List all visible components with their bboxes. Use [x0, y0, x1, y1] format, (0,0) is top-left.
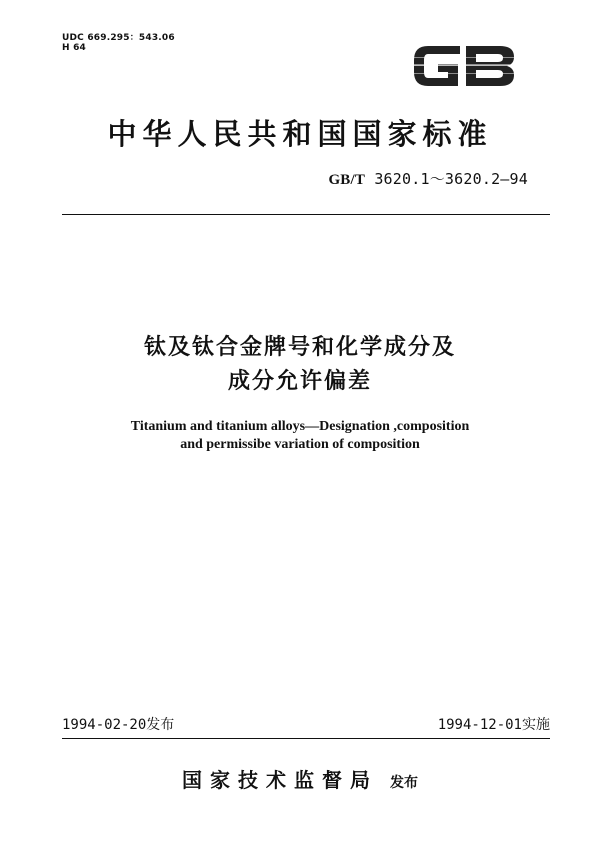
issuer-name: 国家技术监督局	[182, 768, 378, 792]
issuer	[0, 764, 600, 793]
standard-code: 3620.1～3620.2—94	[374, 170, 528, 188]
standard-prefix: GB/T	[328, 172, 366, 188]
effective-date	[438, 714, 550, 734]
issuer-suffix: 发布	[390, 775, 418, 791]
publish-date	[62, 714, 174, 734]
standard-number	[328, 168, 528, 189]
udc-code: UDC 669.295：543.06	[62, 33, 175, 43]
effective-date-label: 实施	[522, 717, 550, 733]
title-en-line-1: Titanium and titanium alloys—Designation ,composition	[130, 419, 470, 434]
effective-date-value: 1994-12-01	[437, 717, 522, 733]
publish-date-value: 1994-02-20	[62, 717, 147, 733]
classification-codes	[62, 33, 175, 53]
footer-divider	[62, 738, 550, 739]
header-divider	[62, 214, 550, 215]
title-cn-line-1: 钛及钛合金牌号和化学成分及	[143, 335, 456, 360]
h-code: H 64	[62, 43, 86, 53]
publish-date-label: 发布	[146, 717, 175, 733]
org-title: 中华人民共和国国家标准	[107, 117, 493, 151]
title-en-line-2: and permissibe variation of composition	[180, 437, 420, 452]
title-cn-line-2: 成分允许偏差	[227, 369, 372, 394]
gb-logo-icon	[410, 40, 518, 92]
